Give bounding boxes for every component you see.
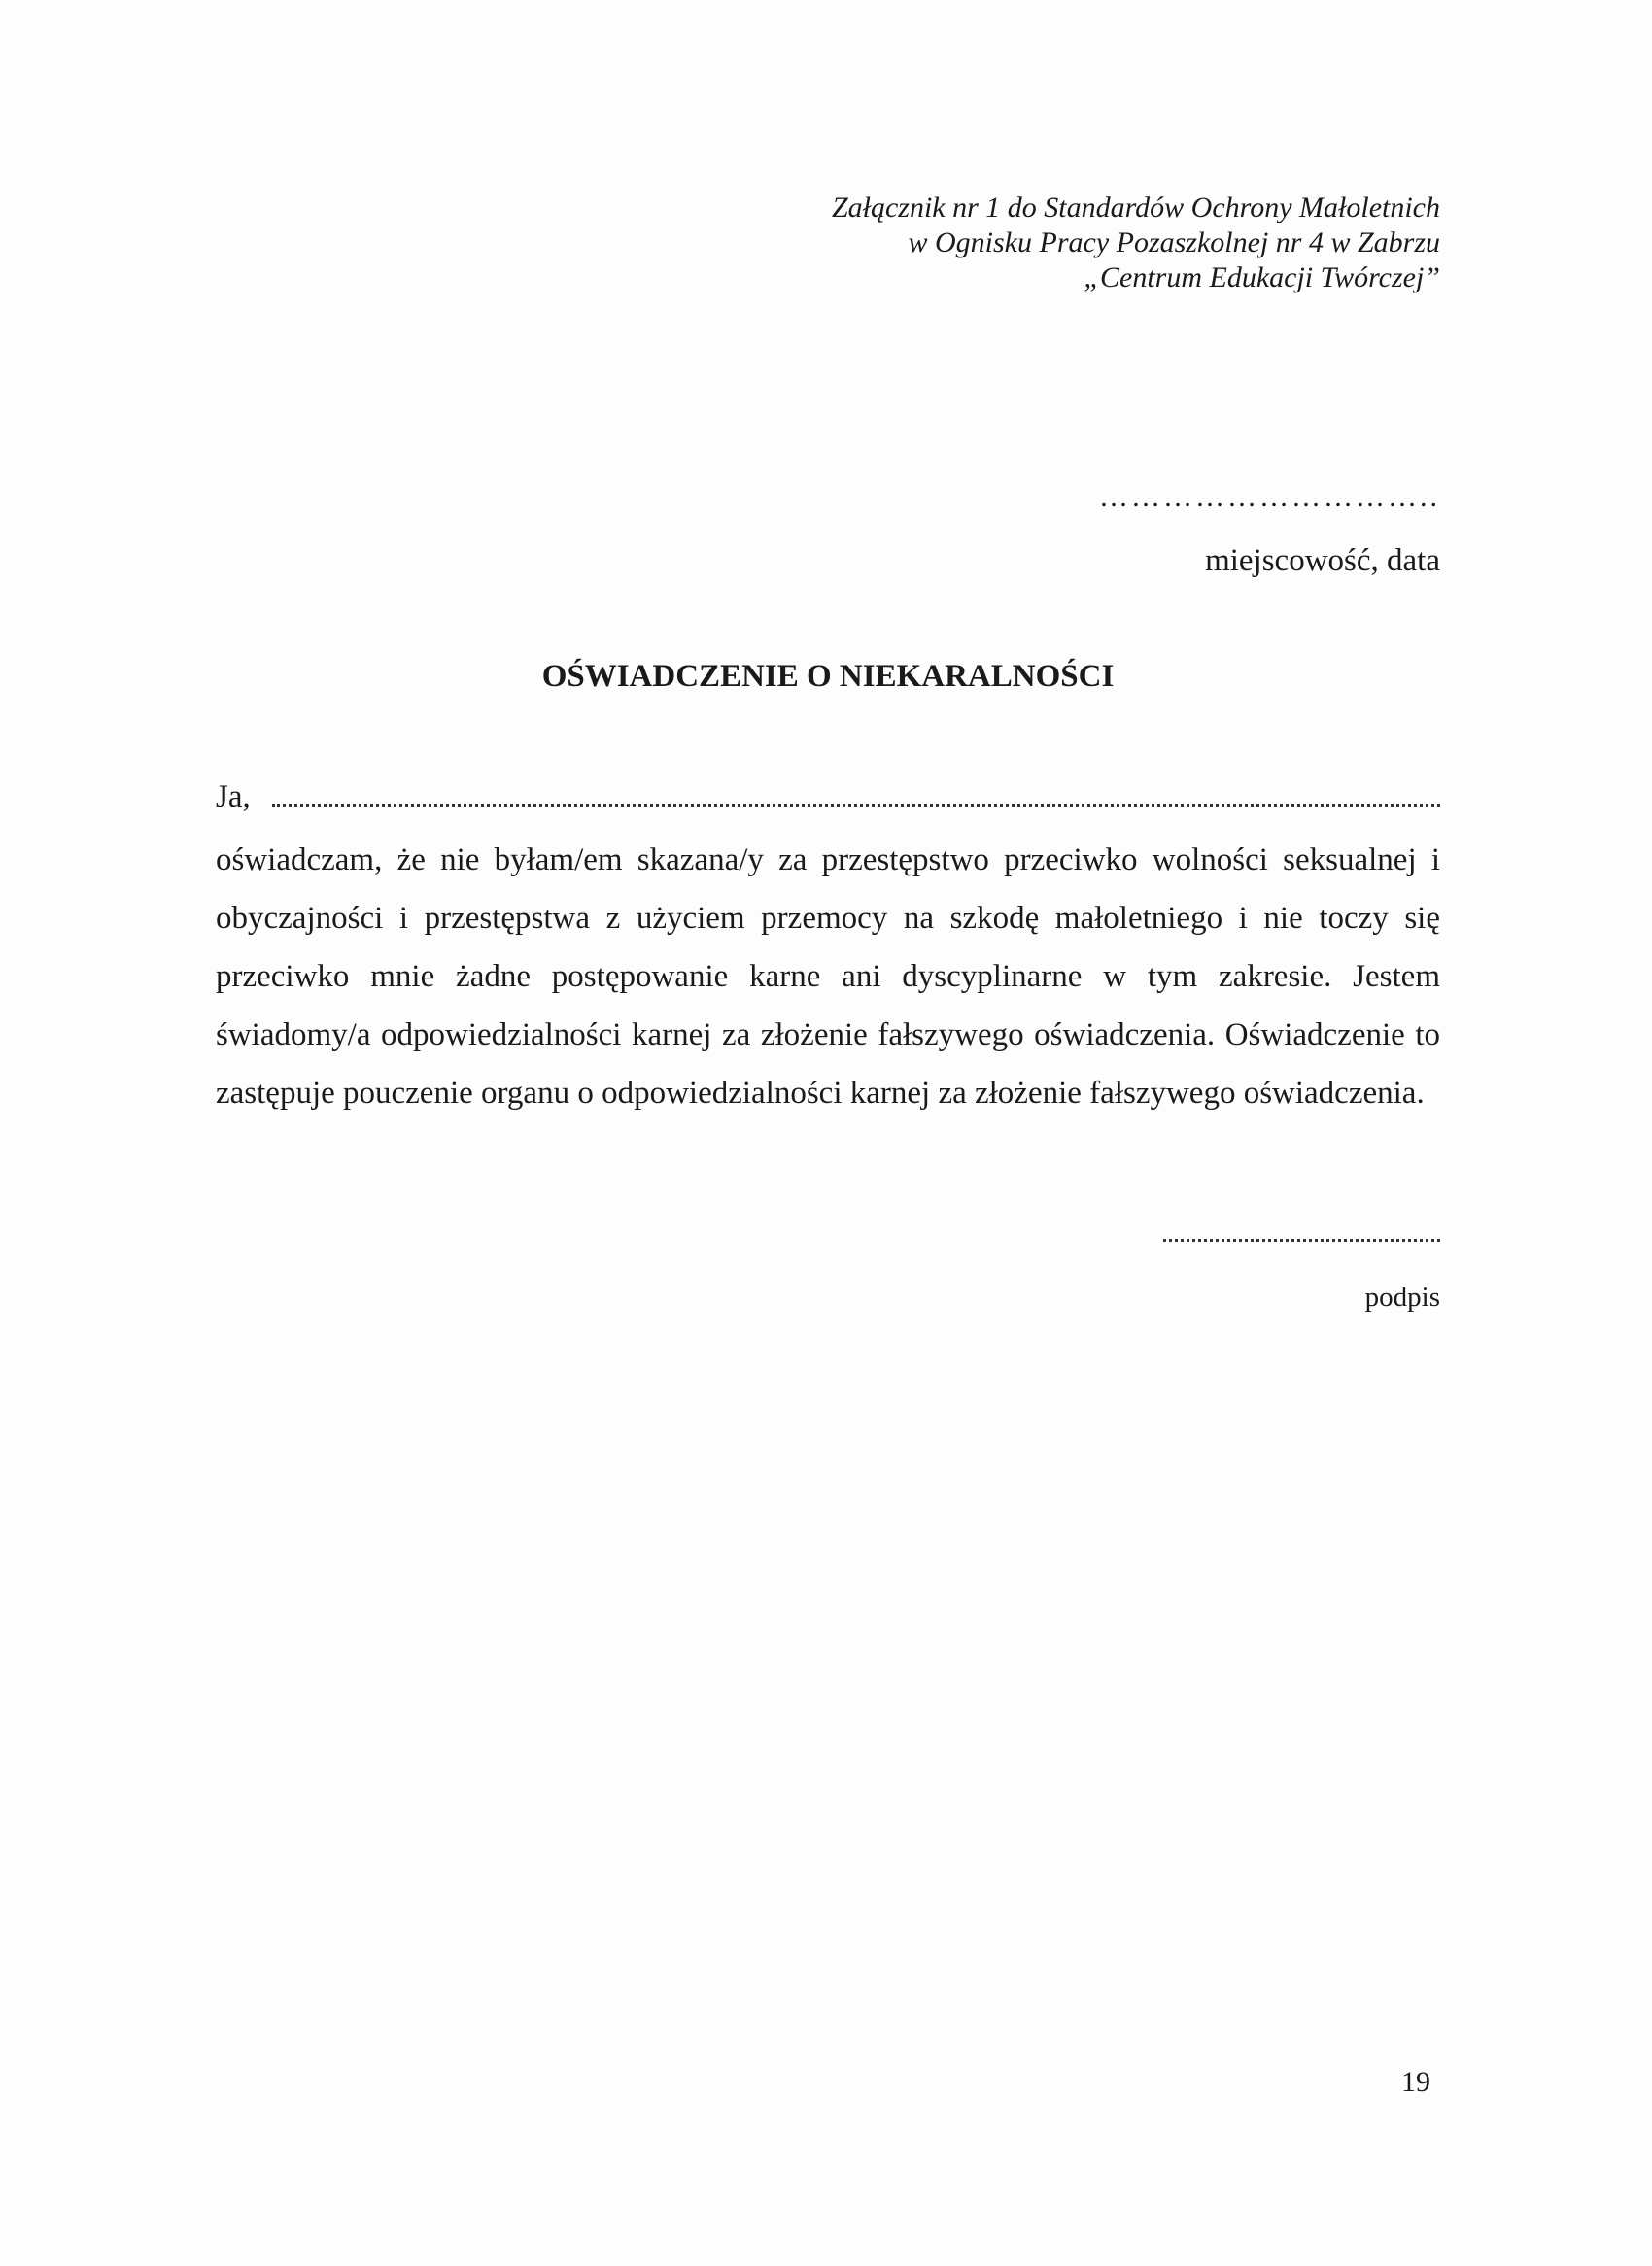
attachment-header-line-3: „Centrum Edukacji Twórczej” bbox=[1084, 261, 1440, 293]
place-date-field bbox=[954, 481, 1440, 580]
place-date-label: miejscowość, data bbox=[1205, 543, 1440, 578]
attachment-header-line-2: w Ognisku Pracy Pozaszkolnej nr 4 w Zabrzu bbox=[908, 226, 1440, 258]
name-field-dotted-line bbox=[272, 780, 1440, 807]
page-number: 19 bbox=[1401, 2066, 1430, 2098]
attachment-header-line-1: Załącznik nr 1 do Standardów Ochrony Małoletnich bbox=[831, 191, 1440, 223]
signature-dotted-line bbox=[1163, 1229, 1440, 1242]
signature-label: podpis bbox=[1364, 1282, 1440, 1313]
place-date-dotted-line: ………………………….. bbox=[1099, 481, 1440, 513]
name-field-label: Ja, bbox=[216, 779, 251, 814]
name-field-line bbox=[216, 777, 1440, 816]
attachment-header-note bbox=[566, 190, 1440, 295]
declaration-body: oświadczam, że nie byłam/em skazana/y za przestępstwo przeciwko wolności seksualnej i obyczajności i przestępstwa z użyciem przemocy na szkodę małoletniego i nie toczy się przeciwko mnie żadne postępowanie karne ani dyscyplinarne w tym zakresie. Jestem świadomy/a odpowiedzialności karnej za złożenie fałszywego oświadczenia. Oświadczenie to zastępuje pouczenie organu o odpowiedzialności karnej za złożenie fałszywego oświadczenia. bbox=[216, 842, 1440, 1111]
document-title: OŚWIADCZENIE O NIEKARALNOŚCI bbox=[541, 659, 1115, 694]
signature-field bbox=[1051, 1229, 1440, 1314]
